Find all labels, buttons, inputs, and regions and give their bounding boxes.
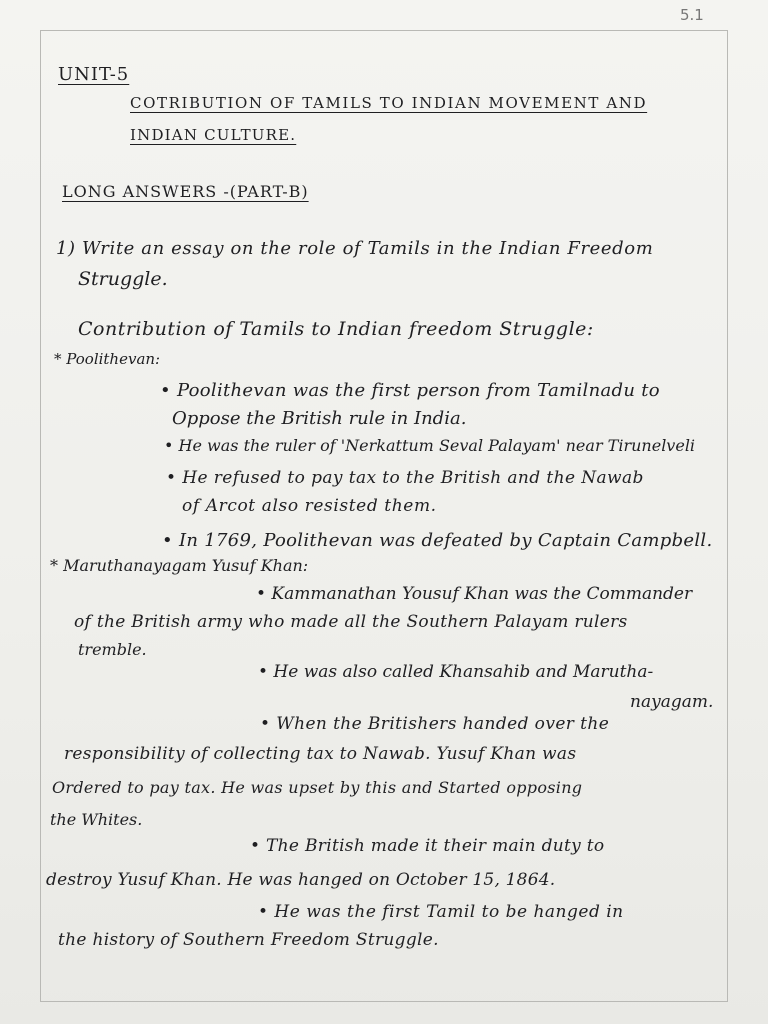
poolithevan-point1-line1: • Poolithevan was the first person from Tamilnadu to <box>160 380 660 401</box>
question-line1: 1) Write an essay on the role of Tamils in the Indian Freedom <box>56 238 654 259</box>
poolithevan-point1-line2: Oppose the British rule in India. <box>172 408 467 429</box>
chapter-title-line2: INDIAN CULTURE. <box>130 126 297 144</box>
chapter-title-line1: COTRIBUTION OF TAMILS TO INDIAN MOVEMENT AND <box>130 94 648 112</box>
answer-subheading: Contribution of Tamils to Indian freedom Struggle: <box>78 318 594 340</box>
poolithevan-point3-line2: of Arcot also resisted them. <box>182 496 437 516</box>
yusuf-heading: * Maruthanayagam Yusuf Khan: <box>50 556 309 575</box>
left-margin-line <box>40 30 41 1002</box>
yusuf-point5-line1: • He was the first Tamil to be hanged in <box>258 902 624 922</box>
yusuf-point2-line2: nayagam. <box>630 692 714 712</box>
yusuf-point1-line1: • Kammanathan Yousuf Khan was the Commander <box>256 584 693 604</box>
poolithevan-heading: * Poolithevan: <box>54 350 161 368</box>
yusuf-point3-line1: • When the Britishers handed over the <box>260 714 610 734</box>
yusuf-point3-line4: the Whites. <box>50 810 143 829</box>
page-number: 5.1 <box>680 6 704 24</box>
poolithevan-point2: • He was the ruler of 'Nerkattum Seval Palayam' near Tirunelveli <box>164 436 696 455</box>
yusuf-point3-line2: responsibility of collecting tax to Nawab. Yusuf Khan was <box>64 744 577 764</box>
yusuf-point1-line3: tremble. <box>78 640 147 659</box>
bottom-margin-line <box>40 1001 728 1002</box>
poolithevan-point4: • In 1769, Poolithevan was defeated by Captain Campbell. <box>162 530 713 551</box>
question-line2: Struggle. <box>78 268 168 290</box>
section-heading: LONG ANSWERS -(PART-B) <box>62 182 309 201</box>
yusuf-point1-line2: of the British army who made all the Southern Palayam rulers <box>74 612 628 632</box>
yusuf-point4-line1: • The British made it their main duty to <box>250 836 605 856</box>
top-margin-line <box>40 30 728 31</box>
right-margin-line <box>727 30 728 1002</box>
yusuf-point3-line3: Ordered to pay tax. He was upset by this and Started opposing <box>52 778 583 797</box>
yusuf-point4-line2: destroy Yusuf Khan. He was hanged on October 15, 1864. <box>46 870 556 890</box>
yusuf-point2-line1: • He was also called Khansahib and Marutha- <box>258 662 654 682</box>
unit-title: UNIT-5 <box>58 64 130 85</box>
yusuf-point5-line2: the history of Southern Freedom Struggle. <box>58 930 439 950</box>
poolithevan-point3-line1: • He refused to pay tax to the British and the Nawab <box>166 468 644 488</box>
